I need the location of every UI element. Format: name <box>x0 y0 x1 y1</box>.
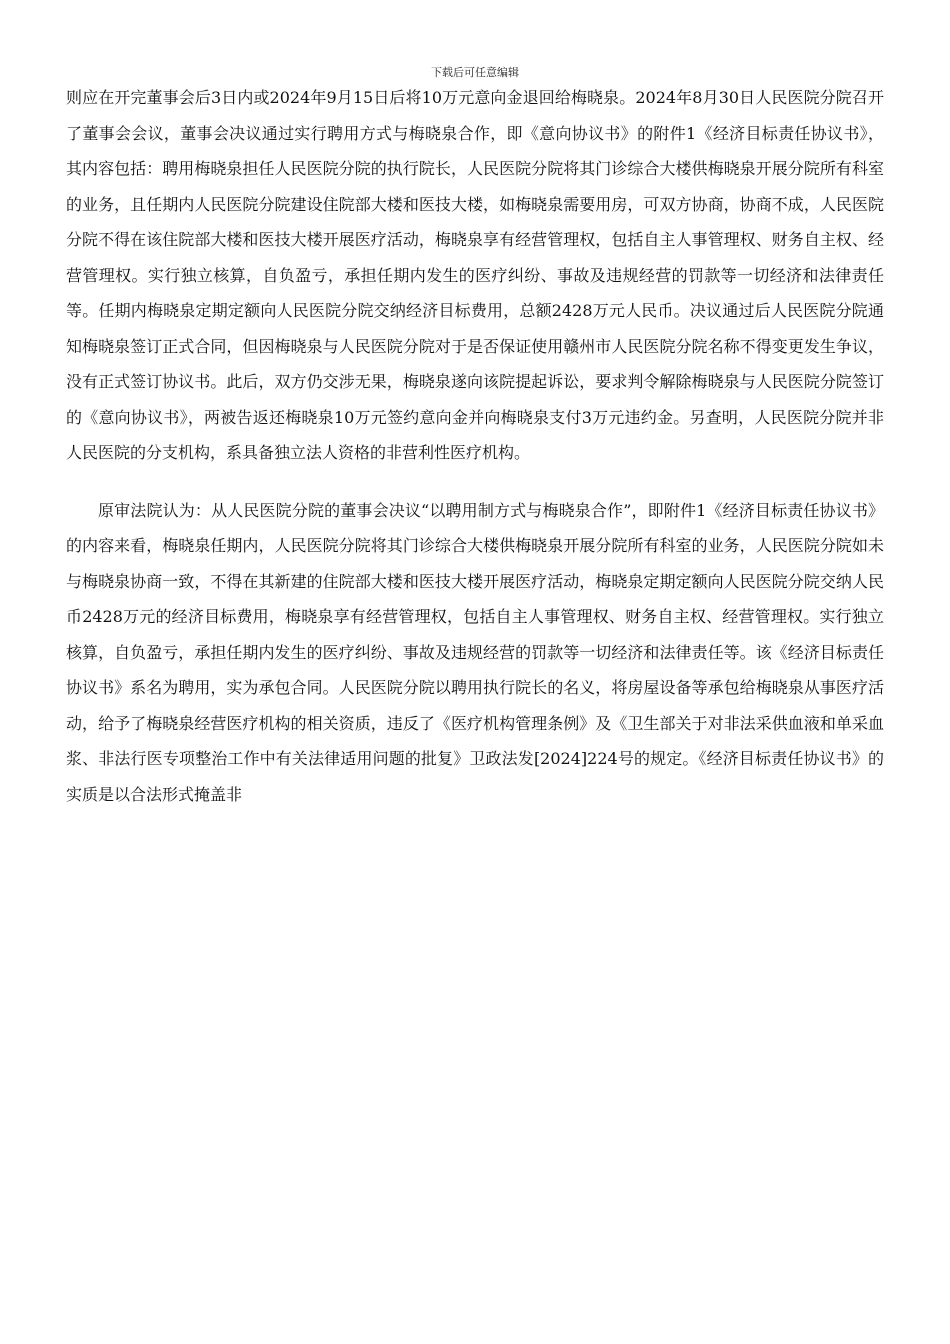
paragraph-1: 则应在开完董事会后3日内或2024年9月15日后将10万元意向金退回给梅晓泉。2024年8月30日人民医院分院召开了董事会会议，董事会决议通过实行聘用方式与梅晓泉合作，即《意向协议书》的附件1《经济目标责任协议书》，其内容包括：聘用梅晓泉担任人民医院分院的执行院长，人民医院分院将其门诊综合大楼供梅晓泉开展分院所有科室的业务，且任期内人民医院分院建设住院部大楼和医技大楼，如梅晓泉需要用房，可双方协商，协商不成，人民医院分院不得在该住院部大楼和医技大楼开展医疗活动，梅晓泉享有经营管理权，包括自主人事管理权、财务自主权、经营管理权。实行独立核算，自负盈亏，承担任期内发生的医疗纠纷、事故及违规经营的罚款等一切经济和法律责任等。任期内梅晓泉定期定额向人民医院分院交纳经济目标费用，总额2428万元人民币。决议通过后人民医院分院通知梅晓泉签订正式合同，但因梅晓泉与人民医院分院对于是否保证使用赣州市人民医院分院名称不得变更发生争议，没有正式签订协议书。此后，双方仍交涉无果，梅晓泉遂向该院提起诉讼，要求判令解除梅晓泉与人民医院分院签订的《意向协议书》，两被告返还梅晓泉10万元签约意向金并向梅晓泉支付3万元违约金。另查明，人民医院分院并非人民医院的分支机构，系具备独立法人资格的非营利性医疗机构。 <box>66 88 884 462</box>
document-body <box>66 80 884 812</box>
page-header: 下载后可任意编辑 <box>431 66 519 79</box>
paragraph-2: 原审法院认为：从人民医院分院的董事会决议“以聘用制方式与梅晓泉合作”，即附件1《经济目标责任协议书》的内容来看，梅晓泉任期内，人民医院分院将其门诊综合大楼供梅晓泉开展分院所有科室的业务，人民医院分院如未与梅晓泉协商一致，不得在其新建的住院部大楼和医技大楼开展医疗活动，梅晓泉定期定额向人民医院分院交纳人民币2428万元的经济目标费用，梅晓泉享有经营管理权，包括自主人事管理权、财务自主权、经营管理权。实行独立核算，自负盈亏，承担任期内发生的医疗纠纷、事故及违规经营的罚款等一切经济和法律责任等。该《经济目标责任协议书》系名为聘用，实为承包合同。人民医院分院以聘用执行院长的名义，将房屋设备等承包给梅晓泉从事医疗活动，给予了梅晓泉经营医疗机构的相关资质，违反了《医疗机构管理条例》及《卫生部关于对非法采供血液和单采血浆、非法行医专项整治工作中有关法律适用问题的批复》卫政法发[2024]224号的规定。《经济目标责任协议书》的实质是以合法形式掩盖非 <box>66 500 884 804</box>
